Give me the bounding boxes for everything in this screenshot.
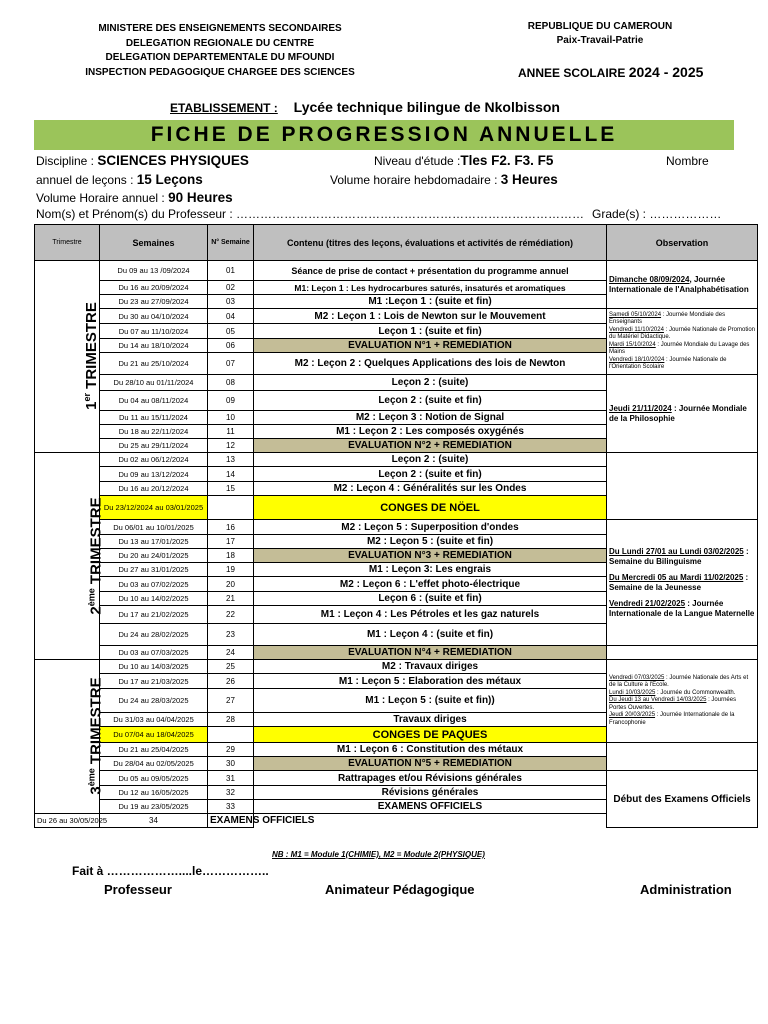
week-cell: Du 06/01 au 10/01/2025 — [100, 520, 208, 535]
annual-lessons-value: 15 Leçons — [136, 172, 203, 187]
week-number-cell: 23 — [208, 624, 254, 646]
content-cell: M2 : Leçon 5 : Superposition d'ondes — [254, 520, 607, 535]
republic-header — [480, 20, 720, 48]
observation-text: : Journée Nationale des Arts et de la Culture à l'Ecole. — [609, 674, 749, 689]
inspection-line: INSPECTION PEDAGOGIQUE CHARGEE DES SCIENCES — [85, 66, 355, 78]
observation-text: : Journées Portes Ouvertes. — [609, 697, 737, 711]
progression-table — [34, 224, 758, 828]
motto-line: Paix-Travail-Patrie — [556, 35, 644, 46]
table-header-row — [35, 225, 758, 261]
week-cell: Du 09 au 13 /09/2024 — [100, 261, 208, 281]
table-row — [35, 771, 758, 786]
header-trimester: Trimestre — [35, 225, 100, 261]
week-number-cell: 20 — [208, 577, 254, 592]
content-cell: EXAMENS OFFICIELS — [208, 814, 254, 828]
page-title: FICHE DE PROGRESSION ANNUELLE — [150, 123, 618, 146]
week-cell: Du 17 au 21/03/2025 — [100, 674, 208, 689]
level-value: Tles F2. F3. F5 — [460, 153, 554, 168]
annual-volume — [36, 190, 233, 205]
table-row — [35, 646, 758, 660]
observation-text: : Semaine de la Jeunesse — [609, 572, 749, 592]
trimester-3-label: 3ème TRIMESTRE — [86, 677, 105, 795]
week-number-cell: 02 — [208, 281, 254, 295]
week-number-cell: 18 — [208, 549, 254, 563]
content-cell: M1 : Leçon 5 : (suite et fin)) — [254, 689, 607, 713]
establishment-label: ETABLISSEMENT : — [170, 101, 278, 115]
week-number-cell: 09 — [208, 391, 254, 411]
observation-cell — [607, 261, 758, 309]
week-cell: Du 03 au 07/02/2025 — [100, 577, 208, 592]
content-cell: CONGES DE PAQUES — [254, 727, 607, 743]
observation-text: : Journée Internationale de la Francophonie — [609, 712, 735, 726]
observation-text: : Journée Mondiale de la Philosophie — [609, 403, 747, 423]
observation-cell-empty — [607, 646, 758, 660]
table-row — [35, 453, 758, 467]
observation-text: : Journée Nationale de Promotion du Matériel Didactique. — [609, 326, 755, 340]
number-label: Nombre — [666, 154, 709, 168]
header-weeks: Semaines — [100, 225, 208, 261]
week-cell: Du 12 au 16/05/2025 — [100, 786, 208, 800]
observation-text: : Journée du Commonwealth. — [655, 689, 736, 696]
week-number-cell: 28 — [208, 713, 254, 727]
grade-field: Grade(s) : ……………… — [592, 207, 722, 221]
week-number-cell: 07 — [208, 353, 254, 375]
observation-date: Vendredi 21/02/2025 — [609, 598, 686, 608]
week-number-cell: 06 — [208, 339, 254, 353]
page-title-banner — [34, 120, 734, 150]
header-week-number: N° Semaine — [208, 225, 254, 261]
observation-date: Du Lundi 27/01 au Lundi 03/02/2025 — [609, 546, 744, 556]
content-cell: M2 : Leçon 1 : Lois de Newton sur le Mouvement — [254, 309, 607, 324]
observation-text: : Journée Mondiale des Enseignants — [609, 311, 726, 325]
discipline — [36, 153, 249, 168]
week-number-cell: 19 — [208, 563, 254, 577]
week-cell: Du 27 au 31/01/2025 — [100, 563, 208, 577]
ministry-header — [45, 22, 395, 80]
week-cell: Du 23 au 27/09/2024 — [100, 295, 208, 309]
observation-date: Samedi 05/10/2024 — [609, 311, 662, 318]
table-row — [35, 660, 758, 674]
observation-cell-empty — [607, 743, 758, 771]
week-cell: Du 28/10 au 01/11/2024 — [100, 375, 208, 391]
content-cell: M2 : Leçon 3 : Notion de Signal — [254, 411, 607, 425]
week-cell: Du 24 au 28/02/2025 — [100, 624, 208, 646]
trimester-1-cell — [35, 261, 100, 453]
table-row — [35, 743, 758, 757]
table-row — [35, 261, 758, 281]
content-cell: M2 : Leçon 5 : (suite et fin) — [254, 535, 607, 549]
week-number-cell: 03 — [208, 295, 254, 309]
establishment — [170, 99, 560, 115]
week-cell: Du 17 au 21/02/2025 — [100, 606, 208, 624]
content-cell: M1 : Leçon 3: Les engrais — [254, 563, 607, 577]
content-cell: Leçon 1 : (suite et fin) — [254, 324, 607, 339]
week-number-cell: 05 — [208, 324, 254, 339]
observation-cell — [607, 660, 758, 743]
content-cell: M2 : Travaux diriges — [254, 660, 607, 674]
week-cell: Du 18 au 22/11/2024 — [100, 425, 208, 439]
content-cell: M1 : Leçon 4 : Les Pétroles et les gaz naturels — [254, 606, 607, 624]
week-cell: Du 11 au 15/11/2024 — [100, 411, 208, 425]
observation-date: Dimanche 08/09/2024 — [609, 274, 690, 284]
content-cell: EXAMENS OFFICIELS — [254, 800, 607, 814]
republic-line: REPUBLIQUE DU CAMEROUN — [527, 21, 673, 32]
week-number-cell: 04 — [208, 309, 254, 324]
week-cell: Du 10 au 14/02/2025 — [100, 592, 208, 606]
weekly-volume-value: 3 Heures — [500, 172, 558, 187]
content-cell: Révisions générales — [254, 786, 607, 800]
content-cell: EVALUATION N°5 + REMEDIATION — [254, 757, 607, 771]
week-number-cell: 10 — [208, 411, 254, 425]
week-cell: Du 04 au 08/11/2024 — [100, 391, 208, 411]
signature-teacher: Professeur — [104, 882, 172, 897]
content-cell: Leçon 2 : (suite) — [254, 375, 607, 391]
observation-text: : Journée Mondiale du Lavage des Mains — [609, 341, 750, 355]
level — [374, 153, 553, 168]
content-cell: EVALUATION N°3 + REMEDIATION — [254, 549, 607, 563]
content-cell: M2 : Leçon 2 : Quelques Applications des lois de Newton — [254, 353, 607, 375]
observation-cell-empty — [607, 453, 758, 520]
discipline-label: Discipline : — [36, 154, 95, 168]
week-cell: Du 05 au 09/05/2025 — [100, 771, 208, 786]
observation-cell — [607, 771, 758, 828]
week-cell: Du 21 au 25/04/2025 — [100, 743, 208, 757]
content-cell: Rattrapages et/ou Révisions générales — [254, 771, 607, 786]
week-cell: Du 21 au 25/10/2024 — [100, 353, 208, 375]
week-cell: Du 26 au 30/05/2025 — [35, 814, 100, 828]
annual-lessons-label: annuel de leçons : — [36, 173, 134, 187]
week-cell: Du 07/04 au 18/04/2025 — [100, 727, 208, 743]
header-observation: Observation — [607, 225, 758, 261]
week-number-cell: 11 — [208, 425, 254, 439]
content-cell: M1 : Leçon 5 : Elaboration des métaux — [254, 674, 607, 689]
week-cell: Du 19 au 23/05/2025 — [100, 800, 208, 814]
week-number-cell: 22 — [208, 606, 254, 624]
table-row — [35, 520, 758, 535]
teacher-name-field: Nom(s) et Prénom(s) du Professeur : …………………………………………………………………………… — [36, 207, 585, 221]
signature-pedagogical-leader: Animateur Pédagogique — [325, 882, 475, 897]
week-number-cell: 34 — [100, 814, 208, 828]
week-cell: Du 03 au 07/03/2025 — [100, 646, 208, 660]
observation-date: Jeudi 20/03/2025 — [609, 712, 656, 719]
observation-date: Du Jeudi 13 au Vendredi 14/03/2025 — [609, 697, 707, 704]
week-cell: Du 16 au 20/09/2024 — [100, 281, 208, 295]
observation-cell — [607, 520, 758, 646]
header-content: Contenu (titres des leçons, évaluations et activités de rémédiation) — [254, 225, 607, 261]
observation-text: : Journée Nationale de l'Orientation Scolaire — [609, 356, 727, 370]
week-number-cell: 14 — [208, 467, 254, 482]
week-cell: Du 25 au 29/11/2024 — [100, 439, 208, 453]
week-cell: Du 14 au 18/10/2024 — [100, 339, 208, 353]
week-number-cell: 32 — [208, 786, 254, 800]
week-cell: Du 20 au 24/01/2025 — [100, 549, 208, 563]
table-row — [35, 309, 758, 324]
week-number-cell: 13 — [208, 453, 254, 467]
content-cell: Travaux diriges — [254, 713, 607, 727]
content-cell: CONGES DE NÖEL — [254, 496, 607, 520]
week-number-cell: 27 — [208, 689, 254, 713]
content-cell: M1 :Leçon 1 : (suite et fin) — [254, 295, 607, 309]
week-cell: Du 10 au 14/03/2025 — [100, 660, 208, 674]
discipline-value: SCIENCES PHYSIQUES — [97, 153, 249, 168]
observation-date: Mardi 15/10/2024 — [609, 341, 656, 348]
trimester-2-label: 2ème TRIMESTRE — [86, 496, 105, 615]
week-number-cell: 33 — [208, 800, 254, 814]
observation-cell — [607, 309, 758, 375]
weekly-volume — [330, 172, 558, 187]
content-cell: Séance de prise de contact + présentation du programme annuel — [254, 261, 607, 281]
content-cell: EVALUATION N°2 + REMEDIATION — [254, 439, 607, 453]
week-number-cell: 12 — [208, 439, 254, 453]
week-cell: Du 13 au 17/01/2025 — [100, 535, 208, 549]
week-cell: Du 31/03 au 04/04/2025 — [100, 713, 208, 727]
content-cell: M1 : Leçon 2 : Les composés oxygénés — [254, 425, 607, 439]
content-cell: M1 : Leçon 4 : (suite et fin) — [254, 624, 607, 646]
annual-volume-value: 90 Heures — [168, 190, 233, 205]
week-number-cell: 30 — [208, 757, 254, 771]
content-cell: Leçon 6 : (suite et fin) — [254, 592, 607, 606]
content-cell: Leçon 2 : (suite et fin) — [254, 391, 607, 411]
week-number-cell: 01 — [208, 261, 254, 281]
observation-text: : Journée Internationale de la Langue Maternelle — [609, 598, 755, 618]
observation-text: Début des Examens Officiels — [613, 793, 751, 805]
school-year-label: ANNEE SCOLAIRE — [518, 66, 626, 80]
week-number-cell: 31 — [208, 771, 254, 786]
observation-date: Vendredi 18/10/2024 — [609, 356, 665, 363]
signature-administration: Administration — [640, 882, 732, 897]
school-year-value: 2024 - 2025 — [628, 64, 704, 80]
week-cell: Du 30 au 04/10/2024 — [100, 309, 208, 324]
week-cell: Du 28/04 au 02/05/2025 — [100, 757, 208, 771]
observation-date: Du Mercredi 05 au Mardi 11/02/2025 — [609, 572, 744, 582]
departmental-delegation-line: DELEGATION DEPARTEMENTALE DU MFOUNDI — [105, 52, 335, 63]
content-cell: Leçon 2 : (suite) — [254, 453, 607, 467]
week-cell: Du 07 au 11/10/2024 — [100, 324, 208, 339]
week-number-cell: 21 — [208, 592, 254, 606]
annual-volume-label: Volume Horaire annuel : — [36, 191, 165, 205]
level-label: Niveau d'étude : — [374, 154, 461, 168]
week-number-cell: 25 — [208, 660, 254, 674]
trimester-3-cell — [35, 660, 105, 814]
observation-date: Lundi 10/03/2025 — [609, 689, 656, 696]
content-cell: M2 : Leçon 4 : Généralités sur les Ondes — [254, 482, 607, 496]
week-cell: Du 16 au 20/12/2024 — [100, 482, 208, 496]
week-number-cell: 08 — [208, 375, 254, 391]
annual-lessons — [36, 172, 203, 187]
establishment-value: Lycée technique bilingue de Nkolbisson — [293, 99, 560, 115]
observation-date: Vendredi 07/03/2025 — [609, 674, 665, 681]
trimester-1-label: 1er TRIMESTRE — [81, 302, 100, 410]
week-cell: Du 02 au 06/12/2024 — [100, 453, 208, 467]
weekly-volume-label: Volume horaire hebdomadaire : — [330, 173, 498, 187]
content-cell: Leçon 2 : (suite et fin) — [254, 467, 607, 482]
week-number-cell: 15 — [208, 482, 254, 496]
week-cell: Du 09 au 13/12/2024 — [100, 467, 208, 482]
observation-cell — [607, 375, 758, 453]
week-number-cell: 17 — [208, 535, 254, 549]
observation-date: Jeudi 21/11/2024 — [609, 403, 672, 413]
observation-text: : Semaine du Bilinguisme — [609, 546, 749, 566]
content-cell: EVALUATION N°1 + REMEDIATION — [254, 339, 607, 353]
week-number-cell: 26 — [208, 674, 254, 689]
table-row — [35, 375, 758, 391]
content-cell: M1 : Leçon 6 : Constitution des métaux — [254, 743, 607, 757]
content-cell: M2 : Leçon 6 : L'effet photo-électrique — [254, 577, 607, 592]
week-cell: Du 23/12/2024 au 03/01/2025 — [100, 496, 208, 520]
week-number-cell: 29 — [208, 743, 254, 757]
content-cell: EVALUATION N°4 + REMEDIATION — [254, 646, 607, 660]
week-number-cell: 16 — [208, 520, 254, 535]
regional-delegation-line: DELEGATION REGIONALE DU CENTRE — [125, 37, 315, 49]
week-cell: Du 24 au 28/03/2025 — [100, 689, 208, 713]
observation-text: , Journée Internationale de l'Analphabétisation — [609, 274, 749, 294]
observation-date: Vendredi 11/10/2024 — [609, 326, 664, 333]
trimester-2-cell — [35, 453, 105, 660]
week-number-cell — [208, 727, 254, 743]
week-number-cell: 24 — [208, 646, 254, 660]
week-number-cell — [208, 496, 254, 520]
place-date-line: Fait à ………………....le…………….. — [72, 864, 269, 878]
ministry-line: MINISTERE DES ENSEIGNEMENTS SECONDAIRES — [98, 23, 342, 34]
content-cell: M1: Leçon 1 : Les hydrocarbures saturés, insaturés et aromatiques — [254, 281, 607, 295]
module-note: NB : M1 = Module 1(CHIMIE), M2 = Module 2(PHYSIQUE) — [272, 850, 485, 859]
school-year — [518, 64, 703, 80]
